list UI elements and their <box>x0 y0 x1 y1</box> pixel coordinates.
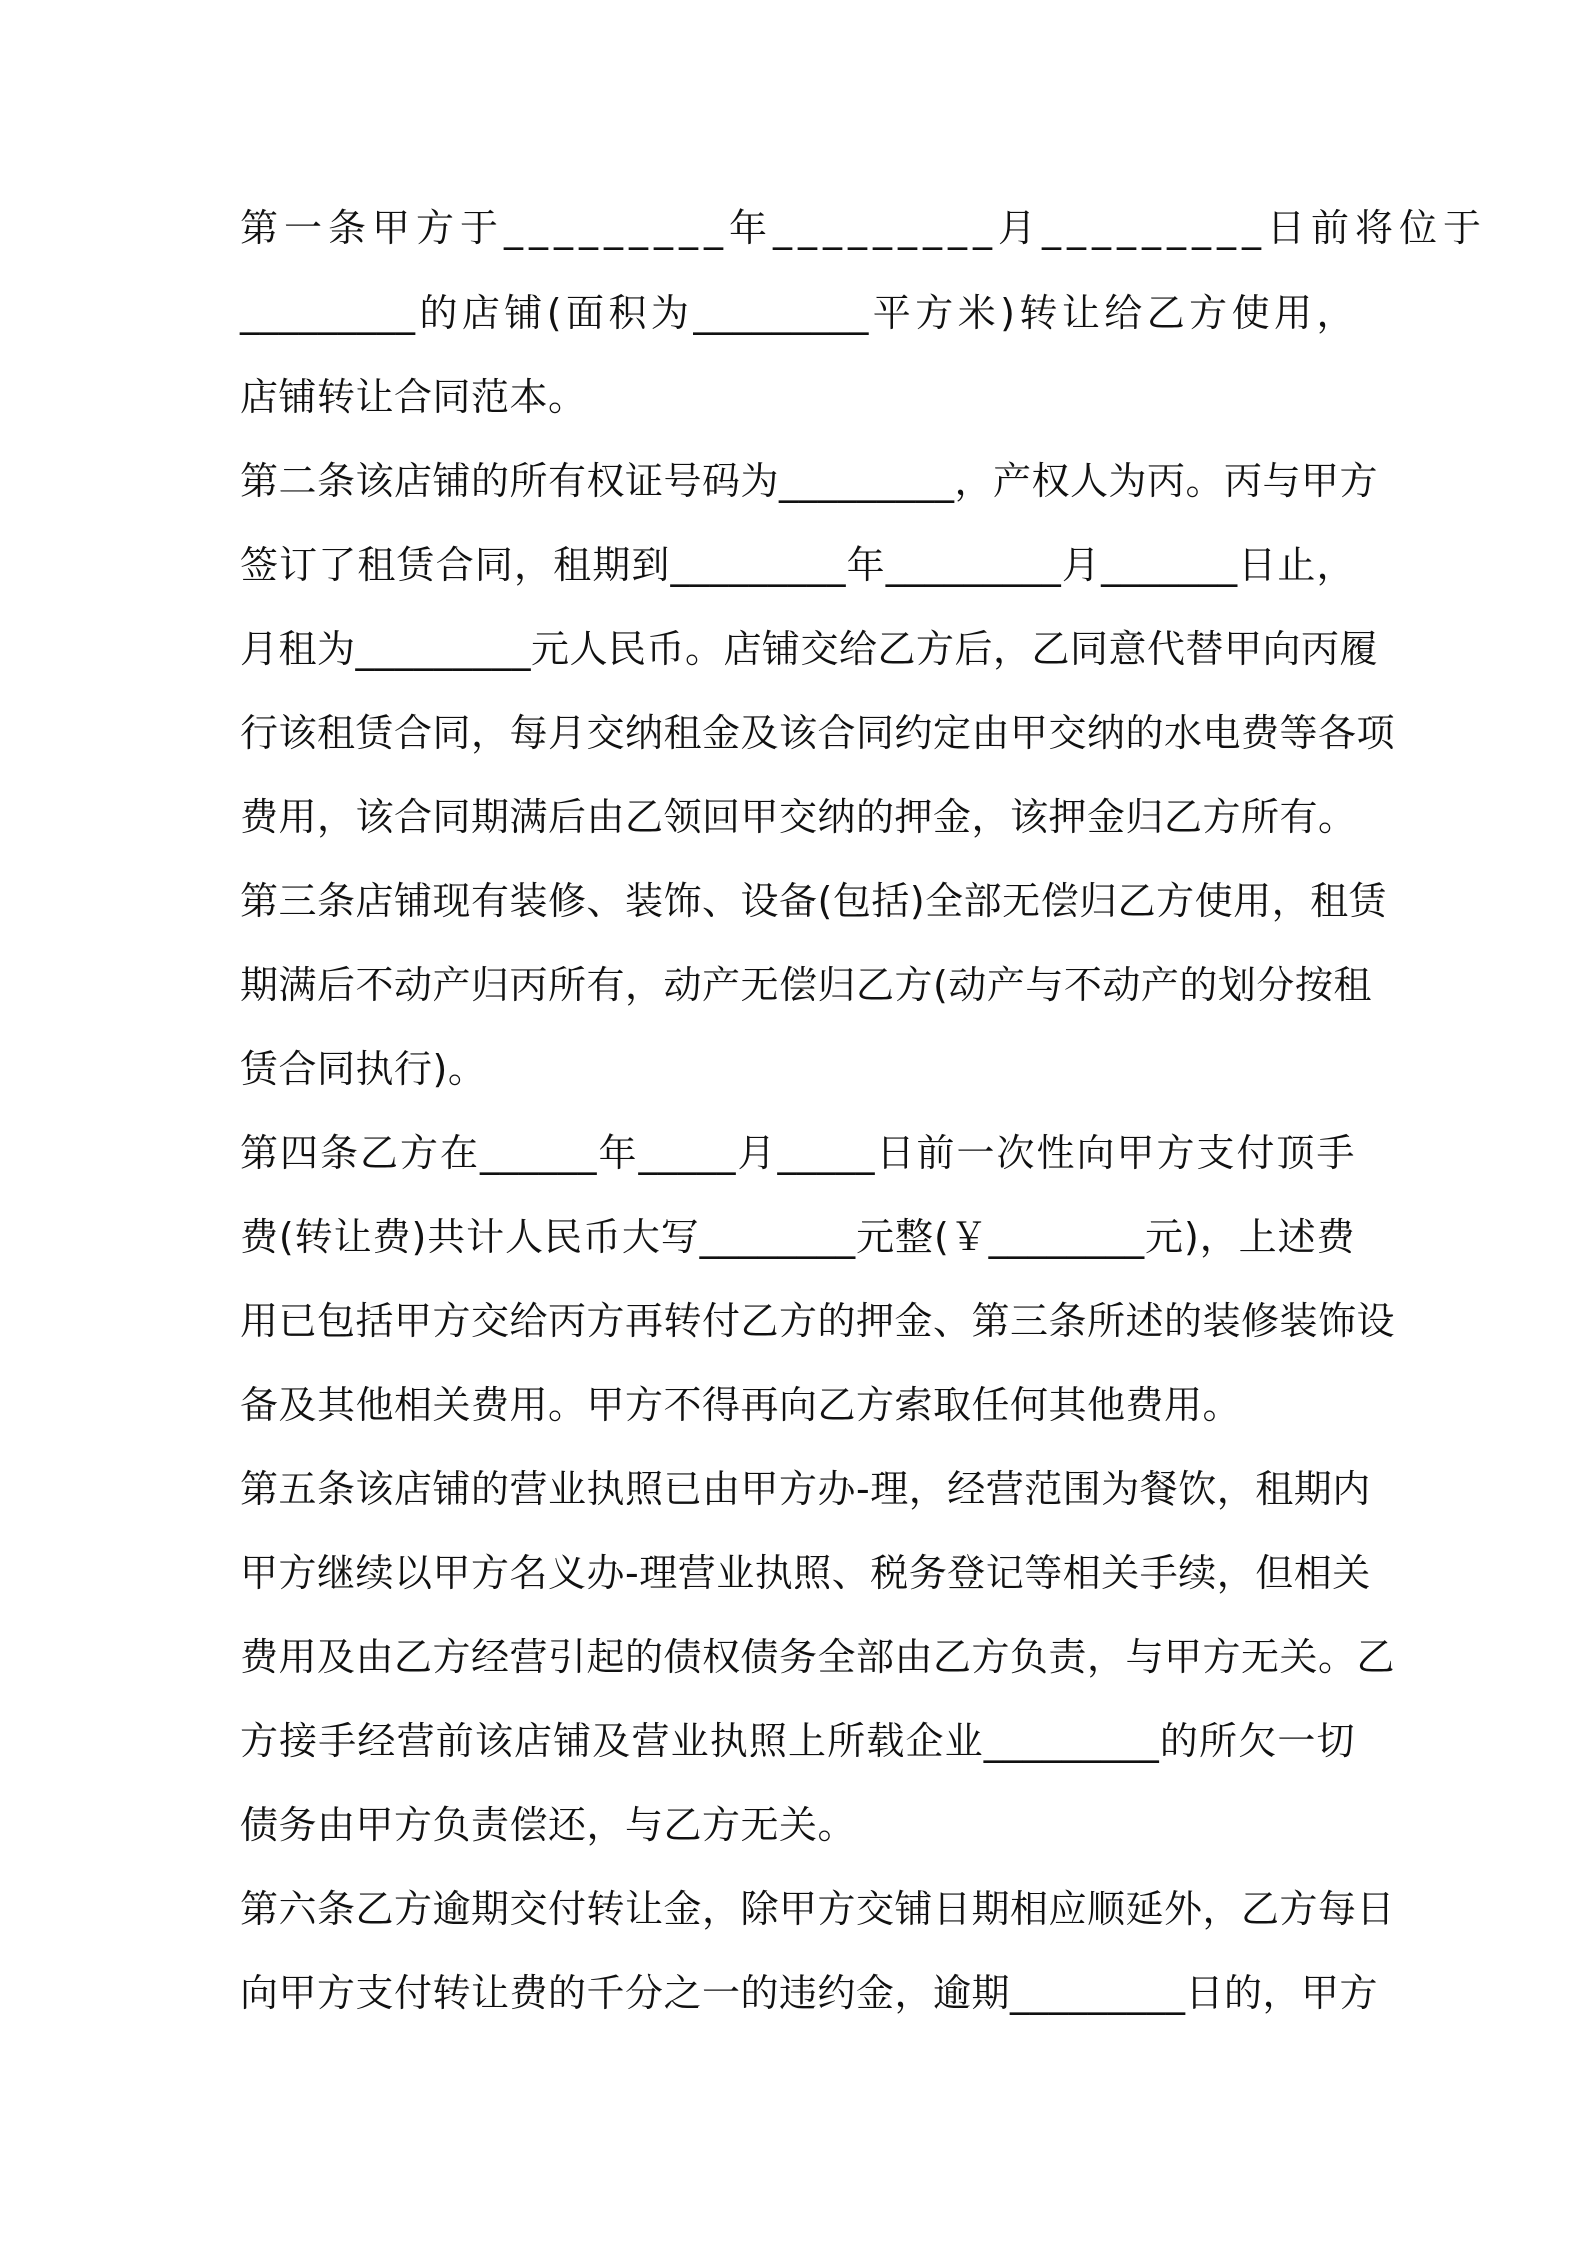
text-line: 方接手经营前该店铺及营业执照上所载企业_________的所欠一切 <box>240 1719 1355 1763</box>
text-line: 店铺转让合同范本。 <box>240 375 587 419</box>
text-line: 第二条该店铺的所有权证号码为_________，产权人为丙。丙与甲方 <box>240 459 1379 503</box>
text-line: 用已包括甲方交给丙方再转付乙方的押金、第三条所述的装修装饰设 <box>240 1299 1396 1343</box>
text-line: 赁合同执行)。 <box>240 1047 487 1091</box>
text-line: 第六条乙方逾期交付转让金，除甲方交铺日期相应顺延外，乙方每日 <box>240 1887 1396 1931</box>
text-line: 费用及由乙方经营引起的债权债务全部由乙方负责，与甲方无关。乙 <box>240 1635 1396 1679</box>
text-line: 月租为_________元人民币。店铺交给乙方后，乙同意代替甲向丙履 <box>240 627 1379 671</box>
text-line: 第一条甲方于_________年_________月_________日前将位于 <box>240 206 1488 250</box>
text-line: 费用，该合同期满后由乙领回甲交纳的押金，该押金归乙方所有。 <box>240 795 1357 839</box>
text-line: 签订了租赁合同，租期到_________年_________月_______日止， <box>240 543 1355 587</box>
text-line: 甲方继续以甲方名义办-理营业执照、税务登记等相关手续，但相关 <box>240 1551 1371 1595</box>
text-line: 第四条乙方在______年_____月_____日前一次性向甲方支付顶手 <box>240 1131 1355 1175</box>
text-line: 备及其他相关费用。甲方不得再向乙方索取任何其他费用。 <box>240 1383 1242 1427</box>
text-line: 向甲方支付转让费的千分之一的违约金，逾期_________日的，甲方 <box>240 1971 1379 2015</box>
text-line: 第五条该店铺的营业执照已由甲方办-理，经营范围为餐饮，租期内 <box>240 1467 1371 1511</box>
text-line: _________的店铺(面积为_________平方米)转让给乙方使用， <box>240 291 1355 335</box>
text-line: 第三条店铺现有装修、装饰、设备(包括)全部无偿归乙方使用，租赁 <box>240 879 1388 923</box>
text-line: 期满后不动产归丙所有，动产无偿归乙方(动产与不动产的划分按租 <box>240 963 1372 1007</box>
text-line: 费(转让费)共计人民币大写________元整(￥________元)，上述费 <box>240 1215 1355 1259</box>
text-line: 行该租赁合同，每月交纳租金及该合同约定由甲交纳的水电费等各项 <box>240 711 1396 755</box>
text-line: 债务由甲方负责偿还，与乙方无关。 <box>240 1803 857 1847</box>
